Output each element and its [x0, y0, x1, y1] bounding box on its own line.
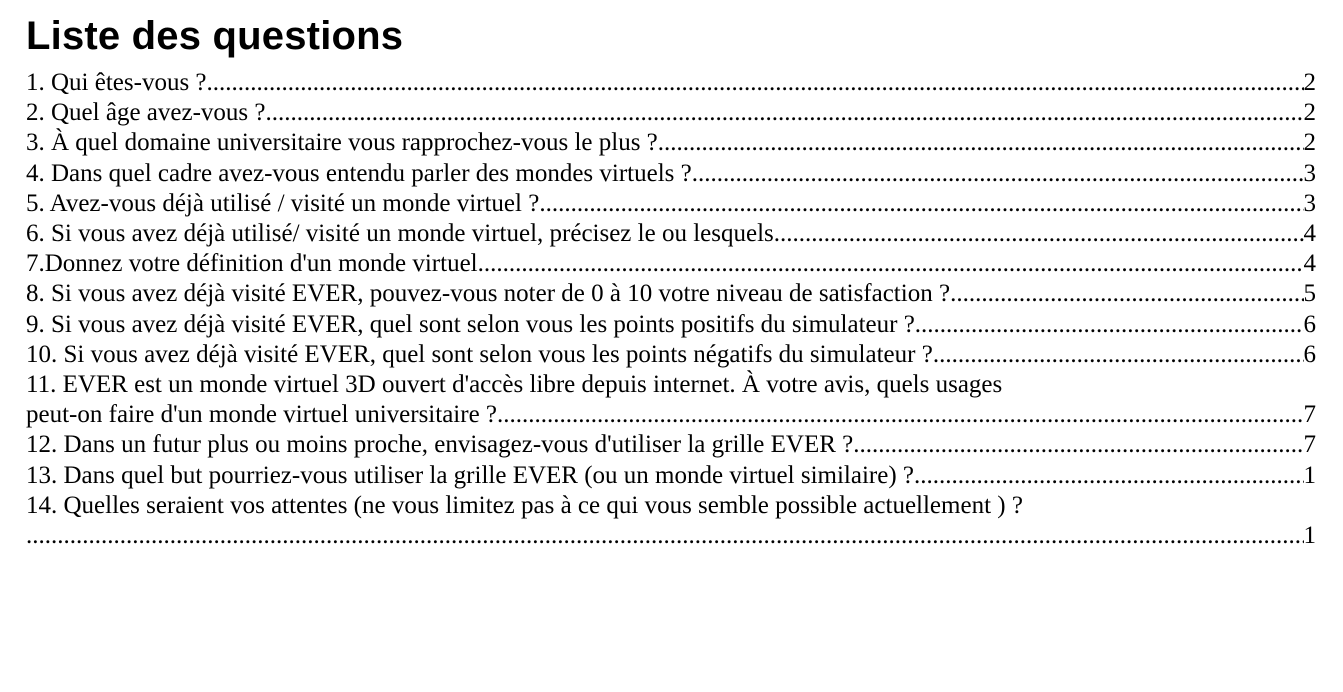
toc-page-number: 1 — [1303, 461, 1316, 489]
toc-entry-text: 1. Qui êtes-vous ? — [26, 69, 207, 96]
toc-page-number: 7 — [1303, 401, 1316, 429]
toc-leader-dots — [539, 189, 1303, 219]
toc-entry-text: 12. Dans un futur plus ou moins proche, envisagez-vous d'utiliser la grille EVER ? — [26, 431, 854, 459]
toc-entry-text: 7.Donnez votre définition d'un monde virtuel — [26, 250, 478, 278]
toc-line — [26, 68, 1316, 98]
toc-entry-1[interactable] — [26, 68, 1316, 98]
toc-entry-text: 9. Si vous avez déjà visité EVER, quel sont selon vous les points positifs du simulateur ? — [26, 310, 915, 338]
toc-entry-4[interactable] — [26, 159, 1316, 189]
toc-page-number: 2 — [1303, 69, 1316, 96]
toc-leader-dots — [915, 310, 1304, 340]
toc-entry-text: 3. À quel domaine universitaire vous rapprochez-vous le plus ? — [26, 129, 658, 157]
toc-page-number: 2 — [1303, 129, 1316, 157]
toc-line — [26, 521, 1316, 551]
toc-leader-dots — [497, 400, 1303, 430]
toc-entry-text: 8. Si vous avez déjà visité EVER, pouvez-vous noter de 0 à 10 votre niveau de satisfaction ? — [26, 280, 951, 308]
toc-page-number: 3 — [1303, 189, 1316, 217]
toc-entry-13[interactable] — [26, 461, 1316, 491]
toc-page-number: 1 — [1303, 522, 1316, 550]
toc-leader-dots — [933, 340, 1304, 370]
toc-leader-dots — [26, 521, 1304, 551]
toc-leader-dots — [658, 128, 1304, 158]
toc-entry-11[interactable] — [26, 370, 1316, 430]
toc-line — [26, 159, 1316, 189]
toc-entry-6[interactable] — [26, 219, 1316, 249]
toc-line — [26, 249, 1316, 279]
toc-leader-dots — [774, 219, 1304, 249]
toc-entry-text-line1: 14. Quelles seraient vos attentes (ne vous limitez pas à ce qui vous semble possible actuellement ) ? — [26, 491, 1023, 519]
toc-page-number: 4 — [1303, 250, 1316, 278]
toc-entry-2[interactable] — [26, 98, 1316, 128]
toc-page-number: 2 — [1303, 99, 1316, 127]
toc-line — [26, 340, 1316, 370]
toc-line — [26, 279, 1316, 309]
toc-page-number: 4 — [1303, 220, 1316, 248]
toc-line — [26, 310, 1316, 340]
document-page — [26, 10, 1316, 551]
toc-entry-text: 13. Dans quel but pourriez-vous utiliser la grille EVER (ou un monde virtuel similaire) ? — [26, 461, 914, 489]
toc-line — [26, 128, 1316, 158]
toc-page-number: 7 — [1303, 431, 1316, 459]
toc-entry-9[interactable] — [26, 310, 1316, 340]
toc-leader-dots — [853, 430, 1303, 460]
toc-entry-text: 2. Quel âge avez-vous ? — [26, 99, 266, 127]
toc-entry-7[interactable] — [26, 249, 1316, 279]
toc-entry-text: 4. Dans quel cadre avez-vous entendu parler des mondes virtuels ? — [26, 159, 692, 187]
toc-leader-dots — [950, 279, 1303, 309]
toc-entry-10[interactable] — [26, 340, 1316, 370]
toc-entry-text: 5. Avez-vous déjà utilisé / visité un monde virtuel ? — [26, 189, 540, 217]
toc-entry-text: 10. Si vous avez déjà visité EVER, quel sont selon vous les points négatifs du simulateur ? — [26, 340, 933, 368]
toc-entry-14[interactable] — [26, 491, 1316, 551]
toc-line — [26, 189, 1316, 219]
toc-page-number: 3 — [1303, 159, 1316, 187]
toc-entry-5[interactable] — [26, 189, 1316, 219]
toc-page-number: 6 — [1303, 340, 1316, 368]
toc-entry-12[interactable] — [26, 430, 1316, 460]
toc-line — [26, 461, 1316, 491]
toc-leader-dots — [478, 249, 1304, 279]
toc-page-number: 6 — [1303, 310, 1316, 338]
page-title: Liste des questions — [26, 14, 404, 58]
toc-leader-dots — [692, 159, 1304, 189]
toc-leader-dots — [265, 98, 1303, 128]
toc-entry-text: peut-on faire d'un monde virtuel universitaire ? — [26, 401, 498, 429]
toc-entry-text-line1: 11. EVER est un monde virtuel 3D ouvert d'accès libre depuis internet. À votre avis, quels usages — [26, 371, 1003, 399]
toc-line — [26, 430, 1316, 460]
toc-entry-3[interactable] — [26, 128, 1316, 158]
toc-entry-text: 6. Si vous avez déjà utilisé/ visité un monde virtuel, précisez le ou lesquels — [26, 220, 774, 248]
question-list — [26, 68, 1316, 551]
toc-line — [26, 98, 1316, 128]
toc-leader-dots — [914, 461, 1304, 491]
toc-line — [26, 400, 1316, 430]
toc-entry-8[interactable] — [26, 279, 1316, 309]
toc-page-number: 5 — [1303, 280, 1316, 308]
toc-line — [26, 219, 1316, 249]
toc-leader-dots — [207, 68, 1304, 98]
